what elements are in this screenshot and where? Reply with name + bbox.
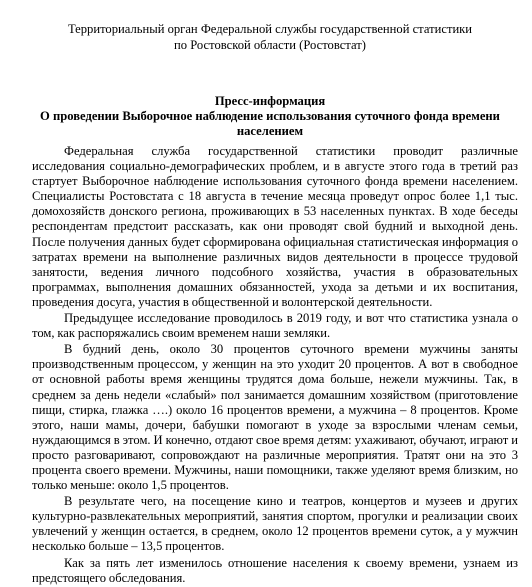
document-body (32, 144, 518, 587)
document-title-line2: О проведении Выборочное наблюдение использования суточного фонда времени населением (40, 109, 500, 138)
body-paragraph-1: Федеральная служба государственной статистики проводит различные исследования социально-демографических проблем, и в августе этого года в третий раз стартует Выборочное наблюдение использования суточного фонда времени населением. Специалисты Ростовстата с 18 августа в течение месяца проведут опрос более 1,1 тыс. домохозяйств донского региона, проживающих в 53 населенных пунктах. В ходе беседы респондентам предстоит рассказать, как они проводят свой будний и выходной день. После получения данных будет сформирована официальная статистическая информация о затратах времени на выполнение различных видов деятельности в процессе трудовой занятости, ведения личного подсобного хозяйства, участия в образовательных программах, выполнения домашних обязанностей, ухода за детьми и их воспитания, проведения досуга, участия в общественной и волонтерской деятельности. (32, 144, 518, 309)
agency-header (40, 21, 500, 53)
body-paragraph-4: В результате чего, на посещение кино и театров, концертов и музеев и других культурно-развлекательных мероприятий, занятия спортом, прогулки и реализации своих увлечений у женщин остается, в среднем, около 12 процентов времени суток, а у мужчин несколько больше – 13,5 процентов. (32, 494, 518, 554)
body-paragraph-5: Как за пять лет изменилось отношение населения к своему времени, узнаем из предстоящего обследования. (32, 555, 518, 585)
document-title (20, 94, 520, 139)
body-paragraph-3: В будний день, около 30 процентов суточного времени мужчины заняты производственным процессом, у женщин на это уходит 20 процентов. А вот в свободное от основной работы время женщины трудятся дома больше, нежели мужчины. Так, в среднем за день недели «слабый» пол занимается домашним хозяйством (приготовление пищи, стирка, глажка ….) около 16 процентов времени, а мужчина – 8 процентов. Кроме этого, наши мамы, дочери, бабушки помогают в уходе за взрослыми членам семьи, нуждающимся в этом. И конечно, отдают свое время детям: ухаживают, обучают, играют и просто разговаривают, сопровождают на различные мероприятия. Тратят они на это 3 процента своего времени. Мужчины, наши помощники, также уделяют время близким, но только меньше: около 1,5 процентов. (32, 342, 518, 493)
agency-header-line1: Территориальный орган Федеральной службы государственной статистики (67, 22, 473, 36)
document-title-line1: Пресс-информация (214, 94, 326, 108)
agency-header-line2: по Ростовской области (Ростовстат) (174, 38, 366, 52)
body-paragraph-2: Предыдущее исследование проводилось в 2019 году, и вот что статистика узнала о том, как распоряжались своим временем наши земляки. (32, 311, 518, 341)
